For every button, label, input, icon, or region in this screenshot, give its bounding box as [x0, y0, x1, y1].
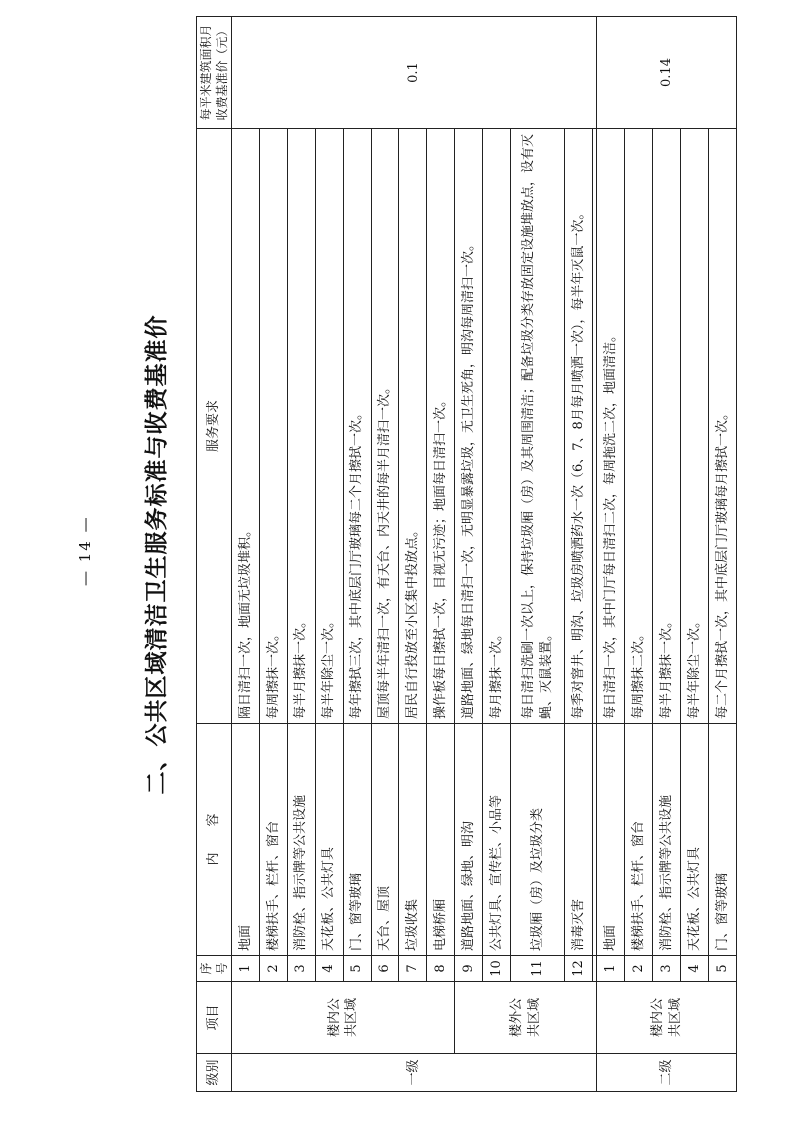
header-requirement: 服务要求 — [197, 129, 232, 724]
level-label: 二级 — [597, 1054, 737, 1092]
table-row — [708, 17, 736, 1092]
requirement-cell: 每季对窨井、明沟、垃圾房喷洒药水一次（6、7、8月每月喷洒一次），每半年灭鼠一次。 — [565, 129, 593, 724]
content-cell: 消防栓、指示牌等公共设施 — [653, 724, 681, 956]
content-cell: 门、窗等玻璃 — [343, 724, 371, 956]
header-seq: 序 号 — [197, 956, 232, 982]
content-cell: 垃圾收集 — [399, 724, 427, 956]
project-name: 楼外公 共区域 — [455, 982, 597, 1054]
seq-no: 5 — [708, 956, 736, 982]
table-header-row — [197, 17, 232, 1092]
seq-no: 4 — [315, 956, 343, 982]
seq-no: 1 — [597, 956, 625, 982]
content-cell: 公共灯具、宣传栏、小品等 — [483, 724, 511, 956]
seq-no: 3 — [653, 956, 681, 982]
project-name: 楼内公 共区域 — [597, 982, 737, 1054]
requirement-cell: 居民自行投放至小区集中投放点。 — [399, 129, 427, 724]
price-cell: 0.1 — [232, 17, 597, 129]
page-title: 二、公共区域清洁卫生服务标准与收费基准价 — [142, 314, 170, 795]
table-row — [371, 17, 399, 1092]
seq-no: 8 — [427, 956, 455, 982]
content-cell: 天花板、公共灯具 — [315, 724, 343, 956]
requirement-cell: 每周擦抹一次。 — [259, 129, 287, 724]
content-cell: 天台、屋顶 — [371, 724, 399, 956]
table-row — [625, 17, 653, 1092]
header-project: 项目 — [197, 982, 232, 1054]
seq-no: 9 — [455, 956, 483, 982]
table-row — [427, 17, 455, 1092]
table-row — [399, 17, 427, 1092]
table-row — [597, 17, 625, 1092]
requirement-cell: 屋顶每半年清扫一次，有天台、内天井的每半月清扫一次。 — [371, 129, 399, 724]
requirement-cell: 每日清扫洗刷一次以上，保持垃圾厢（房）及其周围清洁；配备垃圾分类存放固定设施堆放点，设有灭蝇、灭鼠装置。 — [511, 129, 565, 724]
table-row — [511, 17, 565, 1092]
requirement-cell: 每半年除尘一次。 — [681, 129, 709, 724]
content-cell: 消防栓、指示牌等公共设施 — [287, 724, 315, 956]
requirement-cell: 每半月擦抹一次。 — [653, 129, 681, 724]
content-cell: 消毒灭害 — [565, 724, 593, 956]
content-cell: 地面 — [597, 724, 625, 956]
table-row — [287, 17, 315, 1092]
header-content: 内 容 — [197, 724, 232, 956]
table-row — [565, 17, 593, 1092]
level-label: 一级 — [232, 1054, 597, 1092]
requirement-cell: 每周擦抹二次。 — [625, 129, 653, 724]
seq-no: 10 — [483, 956, 511, 982]
content-cell: 地面 — [232, 724, 260, 956]
seq-no: 1 — [232, 956, 260, 982]
requirement-cell: 每日清扫一次，其中门厅每日清扫二次，每周拖洗二次，地面清洁。 — [597, 129, 625, 724]
table-row — [343, 17, 371, 1092]
requirement-cell: 每半月擦抹一次。 — [287, 129, 315, 724]
table-row — [653, 17, 681, 1092]
content-cell: 道路地面、绿地、明沟 — [455, 724, 483, 956]
content-cell: 电梯桥厢 — [427, 724, 455, 956]
page-number: — 14 — — [76, 515, 94, 586]
content-cell: 楼梯扶手、栏杆、窗台 — [625, 724, 653, 956]
seq-no: 7 — [399, 956, 427, 982]
content-cell: 天花板、公共灯具 — [681, 724, 709, 956]
table-row — [681, 17, 709, 1092]
seq-no: 2 — [259, 956, 287, 982]
seq-no: 12 — [565, 956, 593, 982]
project-name: 楼内公 共区域 — [232, 982, 455, 1054]
requirement-cell: 每月擦抹一次。 — [483, 129, 511, 724]
requirement-cell: 每半年除尘一次。 — [315, 129, 343, 724]
seq-no: 4 — [681, 956, 709, 982]
table-row — [232, 17, 260, 1092]
seq-no: 11 — [511, 956, 565, 982]
requirement-cell: 每二个月擦拭一次，其中底层门厅玻璃每月擦拭一次。 — [708, 129, 736, 724]
service-standard-table — [196, 16, 737, 1092]
header-level: 级别 — [197, 1054, 232, 1092]
seq-no: 6 — [371, 956, 399, 982]
seq-no: 3 — [287, 956, 315, 982]
requirement-cell: 隔日清扫一次，地面无垃圾堆积。 — [232, 129, 260, 724]
content-cell: 垃圾厢（房）及垃圾分类 — [511, 724, 565, 956]
table-row — [315, 17, 343, 1092]
rotated-page-content — [124, 17, 739, 1092]
content-cell: 楼梯扶手、栏杆、窗台 — [259, 724, 287, 956]
table-row — [483, 17, 511, 1092]
seq-no: 5 — [343, 956, 371, 982]
content-cell: 门、窗等玻璃 — [708, 724, 736, 956]
table-row — [259, 17, 287, 1092]
table-row — [455, 17, 483, 1092]
price-cell: 0.14 — [597, 17, 737, 129]
requirement-cell: 道路地面、绿地每日清扫一次，无明显暴露垃圾，无卫生死角，明沟每周清扫一次。 — [455, 129, 483, 724]
header-price: 每平米建筑面积月 收费基准价（元） — [197, 17, 232, 129]
seq-no: 2 — [625, 956, 653, 982]
requirement-cell: 操作板每日擦拭一次，目视无污迹；地面每日清扫一次。 — [427, 129, 455, 724]
requirement-cell: 每年擦拭三次，其中底层门厅玻璃每二个月擦拭一次。 — [343, 129, 371, 724]
